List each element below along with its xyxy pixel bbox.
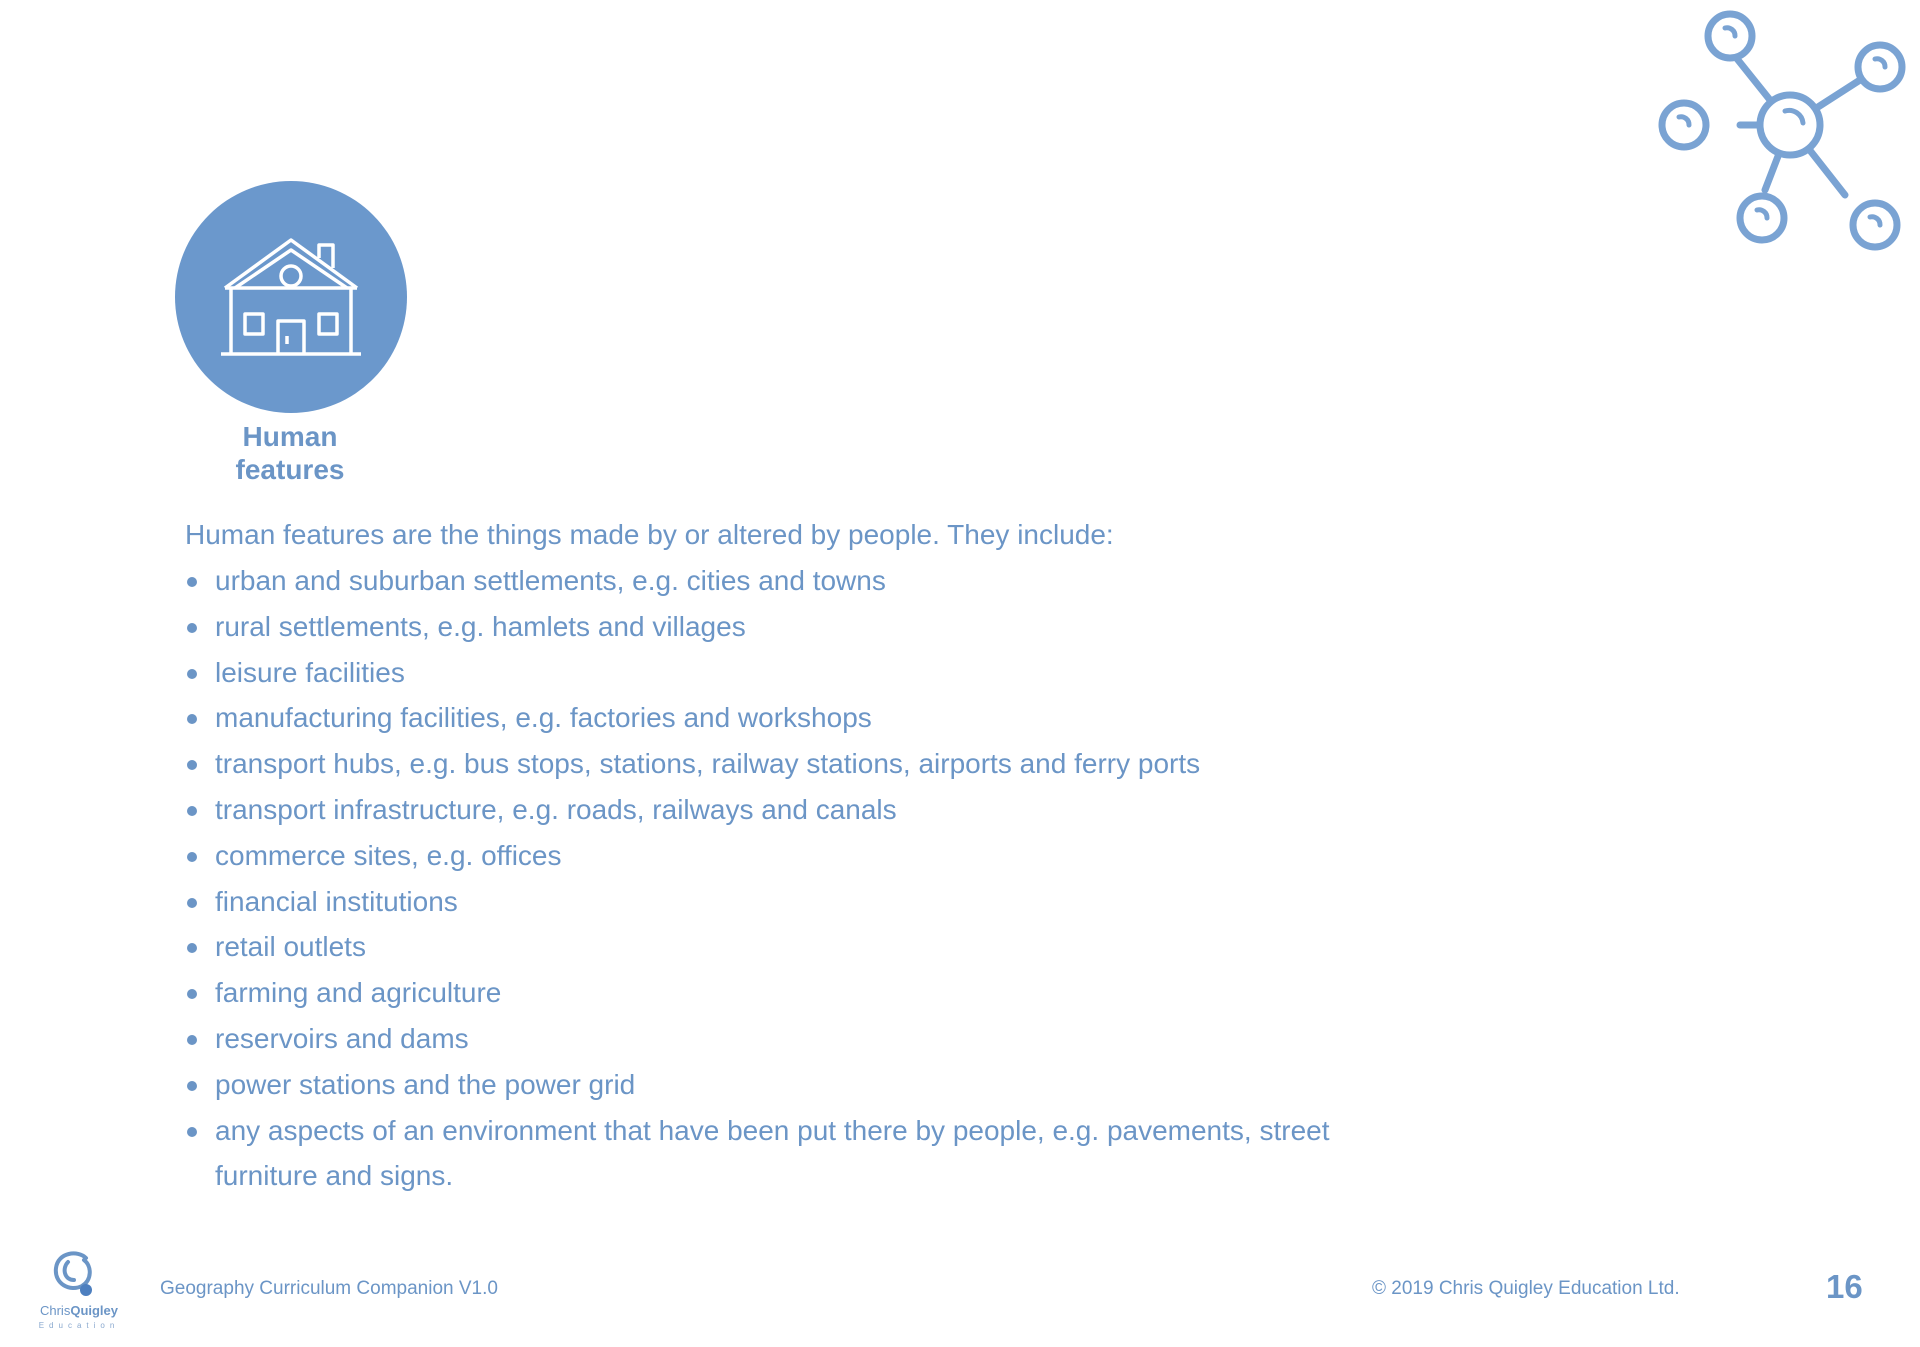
badge-title-line1: Human bbox=[242, 421, 338, 452]
list-item: leisure facilities bbox=[185, 650, 1435, 696]
list-item: any aspects of an environment that have been put there by people, e.g. pavements, street furniture and signs. bbox=[185, 1108, 1395, 1200]
logo-subtitle: Education bbox=[38, 1321, 120, 1330]
badge-title bbox=[190, 420, 390, 486]
chris-quigley-logo bbox=[34, 1248, 124, 1334]
molecule-network-icon bbox=[1645, 0, 1920, 260]
list-item: rural settlements, e.g. hamlets and villages bbox=[185, 604, 1435, 650]
list-item: transport infrastructure, e.g. roads, railways and canals bbox=[185, 787, 1435, 833]
list-item: retail outlets bbox=[185, 924, 1435, 970]
footer-document-title: Geography Curriculum Companion V1.0 bbox=[160, 1278, 498, 1299]
page-number: 16 bbox=[1826, 1268, 1863, 1305]
badge-title-line2: features bbox=[235, 454, 345, 485]
footer-copyright: © 2019 Chris Quigley Education Ltd. bbox=[1372, 1278, 1680, 1299]
chris-quigley-logo-icon bbox=[48, 1248, 98, 1300]
feature-list bbox=[185, 558, 1435, 1199]
list-item: commerce sites, e.g. offices bbox=[185, 833, 1435, 879]
list-item: transport hubs, e.g. bus stops, stations, railway stations, airports and ferry ports bbox=[185, 741, 1435, 787]
list-item: financial institutions bbox=[185, 879, 1435, 925]
house-badge bbox=[175, 181, 407, 413]
logo-name: ChrisQuigley bbox=[39, 1303, 119, 1318]
list-item: manufacturing facilities, e.g. factories and workshops bbox=[185, 695, 1435, 741]
list-item: reservoirs and dams bbox=[185, 1016, 1435, 1062]
list-item: farming and agriculture bbox=[185, 970, 1435, 1016]
list-item: power stations and the power grid bbox=[185, 1062, 1435, 1108]
list-item: urban and suburban settlements, e.g. cities and towns bbox=[185, 558, 1435, 604]
house-icon bbox=[221, 236, 361, 361]
intro-text: Human features are the things made by or altered by people. They include: bbox=[185, 519, 1114, 550]
